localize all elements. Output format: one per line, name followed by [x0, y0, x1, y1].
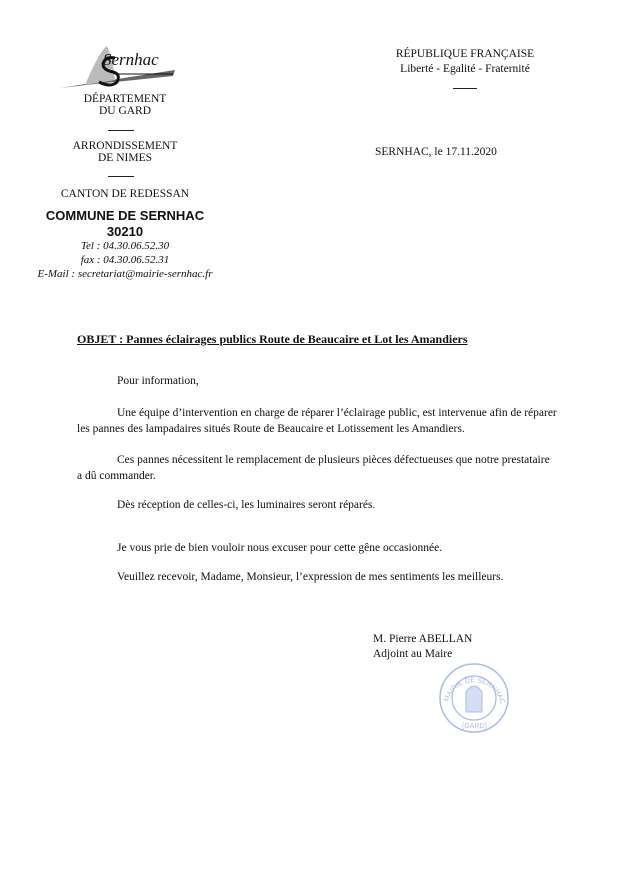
- body-paragraph: Dès réception de celles-ci, les luminaires seront réparés.: [117, 499, 376, 511]
- postcode: 30210: [106, 224, 144, 239]
- signatory-name: M. Pierre ABELLAN: [373, 633, 473, 645]
- department: [40, 93, 210, 117]
- subject: OBJET : Pannes éclairages publics Route de Beaucaire et Lot les Amandiers: [77, 332, 468, 346]
- official-stamp: [438, 662, 510, 734]
- republic-motto: Liberté - Egalité - Fraternité: [400, 63, 530, 75]
- email: E-Mail : secretariat@mairie-sernhac.fr: [37, 268, 213, 280]
- department-line: DU GARD: [98, 105, 152, 117]
- commune-logo: [55, 40, 180, 95]
- svg-text:(GARD): (GARD): [462, 723, 487, 730]
- telephone: Tel : 04.30.06.52.30: [80, 240, 170, 252]
- divider: [453, 88, 477, 89]
- svg-text:MAIRIE DE SERNHAC: MAIRIE DE SERNHAC: [443, 677, 506, 705]
- body-paragraph: Veuillez recevoir, Madame, Monsieur, l’expression de mes sentiments les meilleurs.: [117, 571, 504, 583]
- date-line: SERNHAC, le 17.11.2020: [375, 146, 497, 158]
- body-paragraph: Pour information,: [117, 375, 199, 387]
- canton: CANTON DE REDESSAN: [60, 188, 190, 200]
- divider: [108, 176, 134, 177]
- republic-title: RÉPUBLIQUE FRANÇAISE: [395, 48, 535, 60]
- fax: fax : 04.30.06.52.31: [80, 254, 170, 266]
- department-line: DÉPARTEMENT: [83, 93, 167, 105]
- body-paragraph: Une équipe d’intervention en charge de réparer l’éclairage public, est intervenue afin de réparer les pannes des lampadaires situés Route de Beaucaire et Lotissement les Amandiers.: [77, 407, 557, 435]
- logo-text: Sernhac: [103, 50, 159, 69]
- body-paragraph: Je vous prie de bien vouloir nous excuser pour cette gêne occasionnée.: [117, 542, 443, 554]
- body-paragraph: Ces pannes nécessitent le remplacement de plusieurs pièces défectueuses que notre prestataire a dû commander.: [77, 454, 550, 482]
- arrondissement-line: DE NIMES: [98, 152, 152, 164]
- commune-name: COMMUNE DE SERNHAC: [45, 208, 205, 223]
- signatory-role: Adjoint au Maire: [373, 648, 453, 660]
- divider: [108, 130, 134, 131]
- arrondissement: [40, 140, 210, 164]
- arrondissement-line: ARRONDISSEMENT: [72, 140, 178, 152]
